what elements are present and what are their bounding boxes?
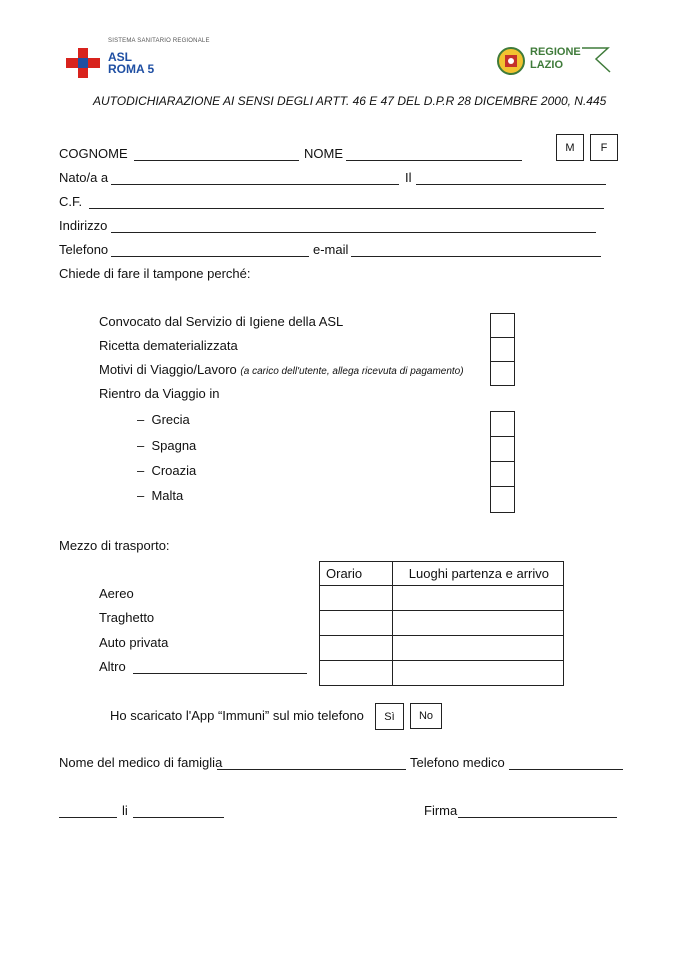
- orario-cell-aereo[interactable]: [320, 586, 393, 611]
- immuni-si-box[interactable]: [375, 703, 404, 730]
- luoghi-cell-auto[interactable]: [392, 636, 563, 661]
- sex-m-box[interactable]: [556, 134, 584, 161]
- checkbox-grecia[interactable]: [490, 411, 515, 437]
- date-field[interactable]: [133, 817, 224, 818]
- telefono-field[interactable]: [111, 256, 309, 257]
- reason-item-convocato: Convocato dal Servizio di Igiene della ASL: [99, 314, 344, 329]
- firma-field[interactable]: [458, 817, 617, 818]
- medico-field[interactable]: [217, 769, 406, 770]
- li-label: li: [122, 803, 128, 818]
- reason-item-motivi-label: Motivi di Viaggio/Lavoro: [99, 362, 237, 377]
- regione-text-line1: REGIONE: [530, 46, 581, 58]
- asl-logo: [64, 38, 224, 78]
- country-dash: –: [137, 488, 145, 503]
- country-item-grecia: [137, 412, 190, 427]
- immuni-no-label: No: [418, 710, 434, 722]
- il-label: Il: [405, 170, 412, 185]
- checkbox-convocato[interactable]: [490, 313, 515, 338]
- orario-cell-traghetto[interactable]: [320, 611, 393, 636]
- telefono-medico-label: Telefono medico: [410, 755, 505, 770]
- il-field[interactable]: [416, 184, 606, 185]
- nome-label: NOME: [304, 146, 343, 161]
- medico-label: Nome del medico di famiglia: [59, 755, 223, 770]
- reason-item-motivi-note: (a carico dell'utente, allega ricevuta di pagamento): [240, 366, 464, 377]
- checkbox-malta[interactable]: [490, 486, 515, 513]
- telefono-label: Telefono: [59, 242, 109, 257]
- country-label: Croazia: [151, 463, 197, 478]
- reasons-heading: Chiede di fare il tampone perché:: [59, 266, 251, 281]
- email-label: e-mail: [313, 242, 349, 257]
- asl-system-label: SISTEMA SANITARIO REGIONALE: [108, 38, 210, 44]
- transport-table: [319, 561, 564, 686]
- country-dash: –: [137, 438, 145, 453]
- col-orario-header: Orario: [320, 562, 393, 586]
- indirizzo-label: Indirizzo: [59, 218, 108, 233]
- country-item-malta: [137, 488, 183, 503]
- regione-swoosh-icon: [582, 44, 612, 74]
- country-label: Spagna: [151, 438, 197, 453]
- checkbox-spagna[interactable]: [490, 436, 515, 462]
- sex-f-box[interactable]: [590, 134, 618, 161]
- orario-cell-altro[interactable]: [320, 661, 393, 686]
- immuni-label: Ho scaricato l'App “Immuni” sul mio telefono: [110, 708, 364, 723]
- reason-item-ricetta: Ricetta dematerializzata: [99, 338, 238, 353]
- asl-name-line1: ASL: [108, 50, 132, 64]
- regione-lazio-logo: [496, 44, 616, 76]
- red-cross-icon: [66, 48, 102, 80]
- regione-text-line2: LAZIO: [530, 59, 563, 71]
- cognome-field[interactable]: [134, 160, 299, 161]
- transport-row-traghetto: Traghetto: [99, 610, 155, 625]
- col-luoghi-header: Luoghi partenza e arrivo: [392, 562, 563, 586]
- checkbox-ricetta[interactable]: [490, 337, 515, 362]
- country-dash: –: [137, 463, 145, 478]
- document-title: AUTODICHIARAZIONE AI SENSI DEGLI ARTT. 46 E 47 DEL D.P.R 28 DICEMBRE 2000, N.445: [93, 94, 607, 108]
- reason-item-motivi: [99, 362, 464, 377]
- country-label: Grecia: [151, 412, 190, 427]
- telefono-medico-field[interactable]: [509, 769, 623, 770]
- cf-field[interactable]: [89, 208, 604, 209]
- rientro-label: Rientro da Viaggio in: [99, 386, 220, 401]
- transport-heading: Mezzo di trasporto:: [59, 538, 170, 553]
- luoghi-cell-altro[interactable]: [392, 661, 563, 686]
- email-field[interactable]: [351, 256, 601, 257]
- orario-cell-auto[interactable]: [320, 636, 393, 661]
- nome-field[interactable]: [346, 160, 522, 161]
- country-dash: –: [137, 412, 145, 427]
- checkbox-croazia[interactable]: [490, 461, 515, 487]
- nato-label: Nato/a a: [59, 170, 109, 185]
- firma-label: Firma: [424, 803, 458, 818]
- nato-field[interactable]: [111, 184, 399, 185]
- immuni-si-label: Sì: [384, 710, 395, 723]
- checkbox-motivi[interactable]: [490, 361, 515, 386]
- sex-m-label: M: [565, 141, 575, 154]
- sex-f-label: F: [600, 141, 608, 154]
- cognome-label: COGNOME: [59, 146, 128, 161]
- transport-row-auto: Auto privata: [99, 635, 169, 650]
- country-item-croazia: [137, 463, 196, 478]
- transport-row-altro: Altro: [99, 659, 126, 674]
- country-item-spagna: [137, 438, 196, 453]
- country-label: Malta: [151, 488, 184, 503]
- luoghi-cell-aereo[interactable]: [392, 586, 563, 611]
- cf-label: C.F.: [59, 194, 83, 209]
- luoghi-cell-traghetto[interactable]: [392, 611, 563, 636]
- place-field[interactable]: [59, 817, 117, 818]
- transport-row-aereo: Aereo: [99, 586, 134, 601]
- indirizzo-field[interactable]: [111, 232, 596, 233]
- regione-emblem-icon: [496, 46, 526, 76]
- asl-name-line2: ROMA 5: [108, 62, 155, 76]
- immuni-no-box[interactable]: [410, 703, 442, 729]
- altro-field[interactable]: [133, 673, 307, 674]
